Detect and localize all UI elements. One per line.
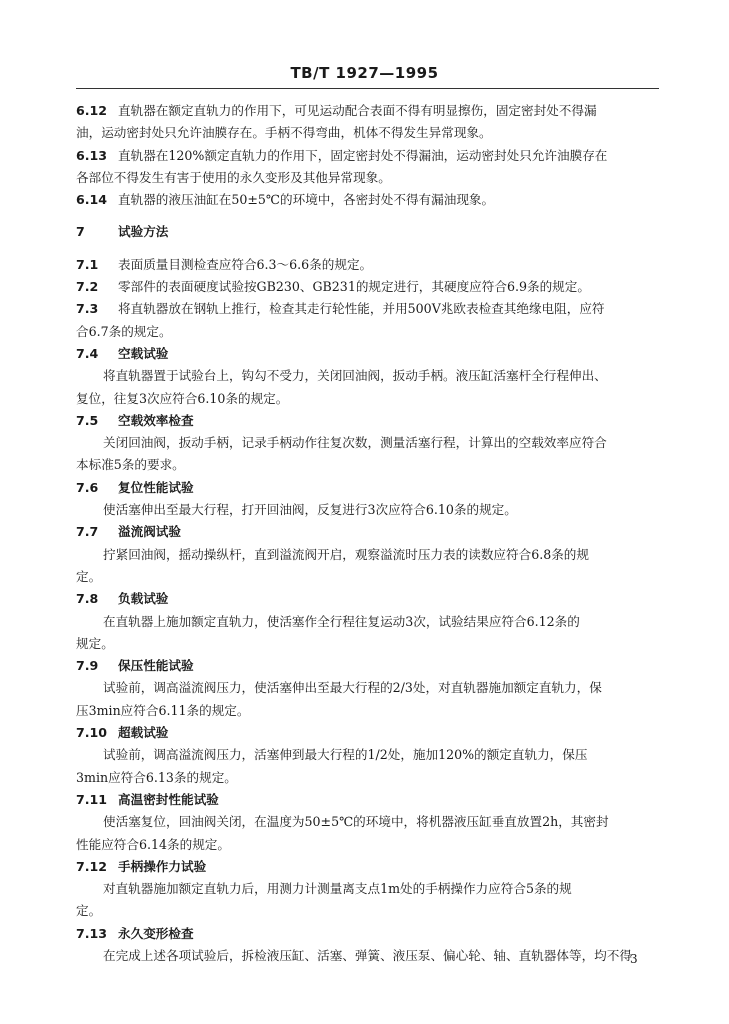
- clause-title: 高温密封性能试验: [118, 791, 219, 807]
- clause-title: 负载试验: [118, 591, 169, 607]
- clause-title: 保压性能试验: [118, 658, 194, 674]
- clause-text: 油，运动密封处只允许油膜存在。手柄不得弯曲，机体不得发生异常现象。: [76, 125, 492, 141]
- clause-number: 7.8: [76, 591, 99, 607]
- clause-number: 6.12: [76, 103, 108, 118]
- clause-text: 试验前，调高溢流阀压力，活塞伸到最大行程的1/2处，施加120%的额定直轨力，保压: [103, 747, 588, 763]
- clause-text: 性能应符合6.14条的规定。: [76, 836, 230, 852]
- clause-line: [76, 167, 659, 189]
- clause-line: [76, 254, 659, 276]
- clause-line: [76, 298, 659, 320]
- clause-line: [76, 410, 659, 432]
- clause-line: [76, 321, 659, 343]
- clause-line: [76, 100, 659, 122]
- clause-line: [76, 677, 659, 699]
- clause-text: 直轨器在120%额定直轨力的作用下，固定密封处不得漏油，运动密封处只允许油膜存在: [118, 147, 608, 163]
- clause-line: [76, 499, 659, 521]
- clause-text: 表面质量目测检查应符合6.3～6.6条的规定。: [118, 256, 373, 272]
- clause-title: 复位性能试验: [118, 479, 194, 495]
- clause-line: [76, 189, 659, 211]
- clause-number: 7.10: [76, 725, 108, 741]
- clause-line: [76, 655, 659, 677]
- clause-number: 7.3: [76, 301, 99, 317]
- clause-text: 3min应符合6.13条的规定。: [76, 769, 237, 785]
- clause-text: 在完成上述各项试验后，拆检液压缸、活塞、弹簧、液压泵、偏心轮、轴、直轨器体等，均不得: [103, 947, 632, 963]
- clause-title: 溢流阀试验: [118, 524, 181, 540]
- clause-line: [76, 722, 659, 744]
- section-number: 7: [76, 224, 85, 240]
- clause-number: 7.6: [76, 479, 99, 495]
- clause-number: 7.13: [76, 925, 108, 941]
- clause-title: 空载效率检查: [118, 412, 194, 428]
- clause-number: 7.4: [76, 345, 99, 361]
- clause-number: 7.1: [76, 256, 99, 272]
- clause-text: 定。: [76, 568, 102, 584]
- spacer: [76, 211, 659, 221]
- spacer: [76, 244, 659, 254]
- clause-text: 使活塞伸出至最大行程，打开回油阀，反复进行3次应符合6.10条的规定。: [103, 502, 517, 518]
- clause-text: 在直轨器上施加额定直轨力，使活塞作全行程往复运动3次，试验结果应符合6.12条的: [103, 613, 580, 629]
- clause-title: 永久变形检查: [118, 925, 194, 941]
- clause-number: 7.7: [76, 524, 99, 540]
- clause-line: [76, 477, 659, 499]
- header-rule: [76, 88, 659, 89]
- clause-number: 6.13: [76, 147, 108, 163]
- page-number: 3: [630, 952, 638, 966]
- clause-line: [76, 388, 659, 410]
- clause-number: 7.2: [76, 279, 99, 295]
- clause-text: 复位，往复3次应符合6.10条的规定。: [76, 390, 289, 406]
- clause-line: [76, 945, 659, 967]
- clause-text: 直轨器在额定直轨力的作用下，可见运动配合表面不得有明显擦伤，固定密封处不得漏: [118, 103, 597, 118]
- clause-text: 拧紧回油阀，摇动操纵杆，直到溢流阀开启，观察溢流时压力表的读数应符合6.8条的规: [103, 546, 589, 562]
- clause-text: 规定。: [76, 635, 114, 651]
- clause-text: 定。: [76, 903, 102, 919]
- clause-number: 7.12: [76, 858, 108, 874]
- clause-line: [76, 454, 659, 476]
- document-body: [76, 100, 659, 967]
- clause-number: 6.14: [76, 192, 108, 208]
- clause-line: [76, 900, 659, 922]
- clause-line: [76, 521, 659, 543]
- clause-text: 试验前，调高溢流阀压力，使活塞伸出至最大行程的2/3处，对直轨器施加额定直轨力，保: [103, 680, 602, 696]
- clause-text: 直轨器的液压油缸在50±5℃的环境中，各密封处不得有漏油现象。: [118, 192, 495, 208]
- clause-text: 压3min应符合6.11条的规定。: [76, 702, 250, 718]
- clause-title: 超载试验: [118, 725, 169, 741]
- clause-line: [76, 432, 659, 454]
- clause-line: [76, 923, 659, 945]
- clause-number: 7.9: [76, 658, 99, 674]
- section-title: 试验方法: [118, 224, 169, 240]
- clause-text: 本标准5条的要求。: [76, 457, 185, 473]
- clause-line: [76, 145, 659, 167]
- clause-line: [76, 811, 659, 833]
- clause-line: [76, 878, 659, 900]
- clause-number: 7.5: [76, 412, 99, 428]
- section-heading: [76, 221, 659, 243]
- clause-line: [76, 856, 659, 878]
- clause-line: [76, 588, 659, 610]
- clause-line: [76, 744, 659, 766]
- clause-title: 手柄操作力试验: [118, 858, 207, 874]
- clause-title: 空载试验: [118, 345, 169, 361]
- clause-text: 对直轨器施加额定直轨力后，用测力计测量离支点1m处的手柄操作力应符合5条的规: [103, 881, 572, 897]
- clause-line: [76, 789, 659, 811]
- clause-text: 将直轨器放在钢轨上推行，检查其走行轮性能，并用500V兆欧表检查其绝缘电阻，应符: [118, 301, 605, 317]
- clause-line: [76, 611, 659, 633]
- clause-line: [76, 365, 659, 387]
- clause-line: [76, 767, 659, 789]
- clause-line: [76, 343, 659, 365]
- clause-line: [76, 566, 659, 588]
- clause-line: [76, 834, 659, 856]
- clause-line: [76, 122, 659, 144]
- clause-line: [76, 276, 659, 298]
- clause-text: 各部位不得发生有害于使用的永久变形及其他异常现象。: [76, 169, 391, 185]
- standard-code-header: TB/T 1927—1995: [290, 64, 439, 82]
- clause-text: 使活塞复位，回油阀关闭，在温度为50±5℃的环境中，将机器液压缸垂直放置2h，其密封: [103, 814, 609, 830]
- clause-line: [76, 633, 659, 655]
- clause-text: 零部件的表面硬度试验按GB230、GB231的规定进行，其硬度应符合6.9条的规定。: [118, 279, 590, 295]
- clause-text: 关闭回油阀，扳动手柄，记录手柄动作往复次数，测量活塞行程，计算出的空载效率应符合: [103, 435, 607, 451]
- clause-line: [76, 700, 659, 722]
- clause-number: 7.11: [76, 791, 108, 807]
- clause-line: [76, 544, 659, 566]
- clause-text: 合6.7条的规定。: [76, 323, 172, 339]
- clause-text: 将直轨器置于试验台上，钩勾不受力，关闭回油阀，扳动手柄。液压缸活塞杆全行程伸出、: [103, 368, 607, 384]
